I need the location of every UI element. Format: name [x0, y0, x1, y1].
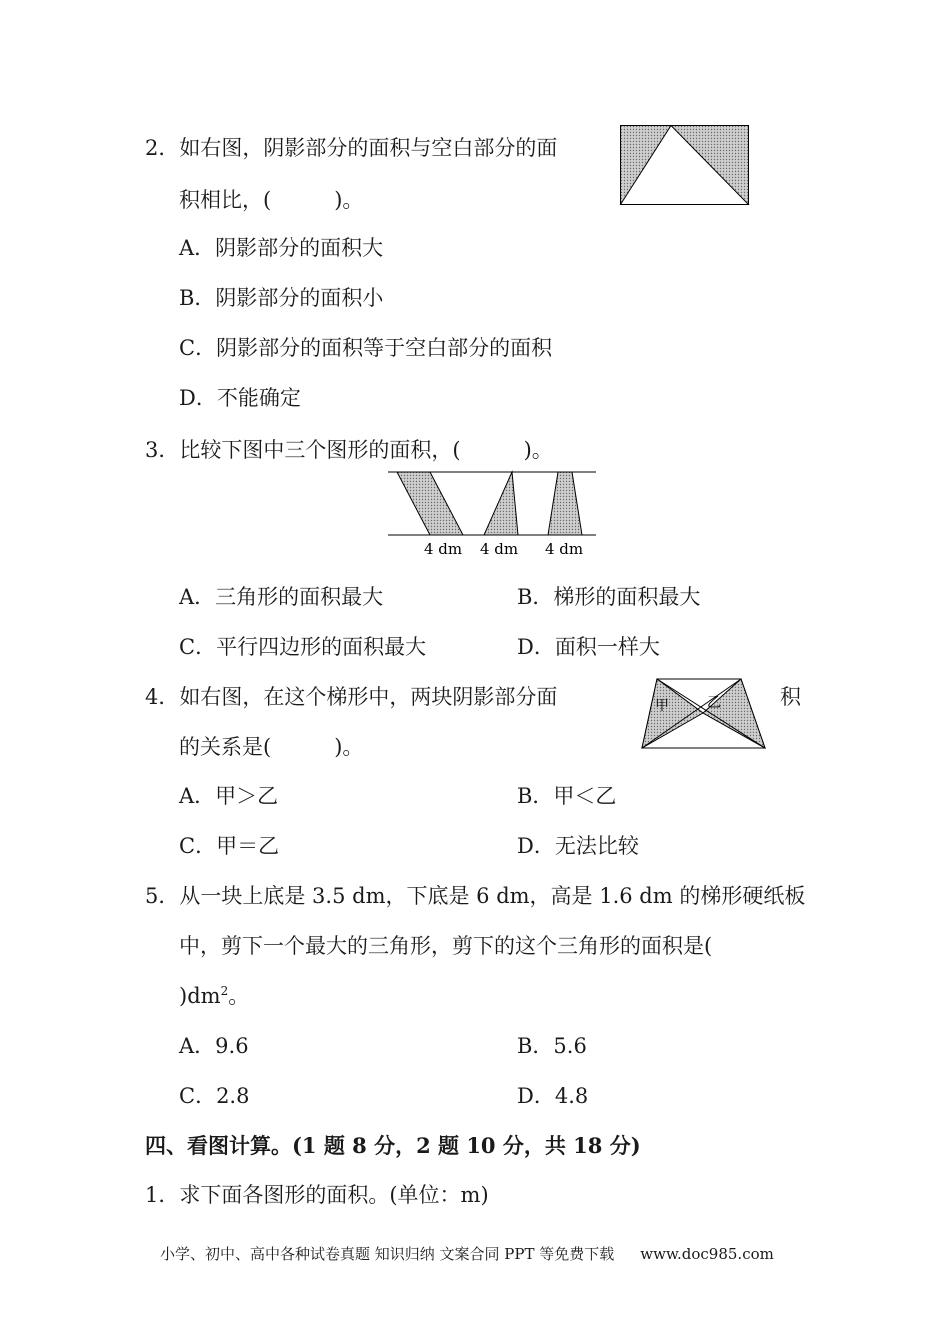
- q3-parallelogram: [397, 472, 463, 535]
- q3-figure: [388, 468, 598, 568]
- q2-figure: [620, 125, 750, 207]
- q5-line3: [179, 982, 249, 1010]
- q3-trapezoid: [548, 472, 582, 535]
- section4-title: 四、看图计算。(1 题 8 分，2 题 10 分，共 18 分): [145, 1133, 641, 1158]
- q3-option-c: C．平行四边形的面积最大: [179, 635, 427, 659]
- q4-stem-tail: 积: [780, 685, 801, 709]
- q4-figure: [641, 677, 767, 751]
- q2-option-d: D．不能确定: [179, 386, 301, 410]
- q4-label-yi: 乙: [707, 695, 721, 711]
- q5-stem-line1: 从一块上底是 3.5 dm，下底是 6 dm，高是 1.6 dm 的梯形硬纸板: [179, 884, 806, 908]
- footer-text: 小学、初中、高中各种试卷真题 知识归纳 文案合同 PPT 等免费下载: [160, 1245, 615, 1263]
- q5-stem-line3-sup: 2: [220, 984, 229, 998]
- q5-option-b: B．5.6: [517, 1034, 587, 1058]
- q3-option-b: B．梯形的面积最大: [517, 585, 701, 609]
- q3-option-a: A．三角形的面积最大: [179, 585, 384, 609]
- footer-url[interactable]: www.doc985.com: [640, 1245, 774, 1263]
- section4-q1: 1．求下面各图形的面积。(单位：m): [145, 1183, 489, 1207]
- q2-option-a: A．阴影部分的面积大: [179, 236, 384, 260]
- q2-option-b: B．阴影部分的面积小: [179, 286, 384, 310]
- q3-label-3: 4 dm: [545, 540, 584, 558]
- q3-line: [145, 436, 553, 464]
- q5-number: 5．: [145, 884, 180, 908]
- q4-line1: [145, 683, 557, 711]
- q4-option-a: A．甲＞乙: [179, 784, 279, 808]
- q4-label-jia: 甲: [655, 698, 669, 714]
- q3-label-1: 4 dm: [424, 540, 463, 558]
- q5-option-d: D．4.8: [517, 1084, 589, 1108]
- footer: [160, 1242, 774, 1266]
- q3-number: 3．: [145, 438, 180, 462]
- q5-option-c: C．2.8: [179, 1084, 250, 1108]
- q5-stem-line2: 中，剪下一个最大的三角形，剪下的这个三角形的面积是(: [179, 934, 713, 958]
- q2-stem-line1: 如右图，阴影部分的面积与空白部分的面: [179, 136, 558, 160]
- q2-line1: [145, 134, 557, 162]
- q2-number: 2．: [145, 136, 180, 160]
- q2-stem-line2: 积相比，( )。: [179, 188, 364, 212]
- q4-option-c: C．甲＝乙: [179, 834, 280, 858]
- q3-triangle: [484, 472, 518, 535]
- q4-number: 4．: [145, 685, 180, 709]
- q4-stem-line2: 的关系是( )。: [179, 735, 364, 759]
- q4-option-b: B．甲＜乙: [517, 784, 617, 808]
- q3-label-2: 4 dm: [480, 540, 519, 558]
- q5-option-a: A．9.6: [179, 1034, 249, 1058]
- q2-option-c: C．阴影部分的面积等于空白部分的面积: [179, 336, 553, 360]
- q3-stem: 比较下图中三个图形的面积，( )。: [179, 438, 553, 462]
- q5-stem-line3-pre: )dm: [179, 984, 221, 1008]
- q3-option-d: D．面积一样大: [517, 635, 660, 659]
- q4-stem-line1: 如右图，在这个梯形中，两块阴影部分面: [179, 685, 558, 709]
- q5-line1: [145, 882, 805, 910]
- q5-stem-line3-post: 。: [228, 984, 250, 1008]
- q4-option-d: D．无法比较: [517, 834, 639, 858]
